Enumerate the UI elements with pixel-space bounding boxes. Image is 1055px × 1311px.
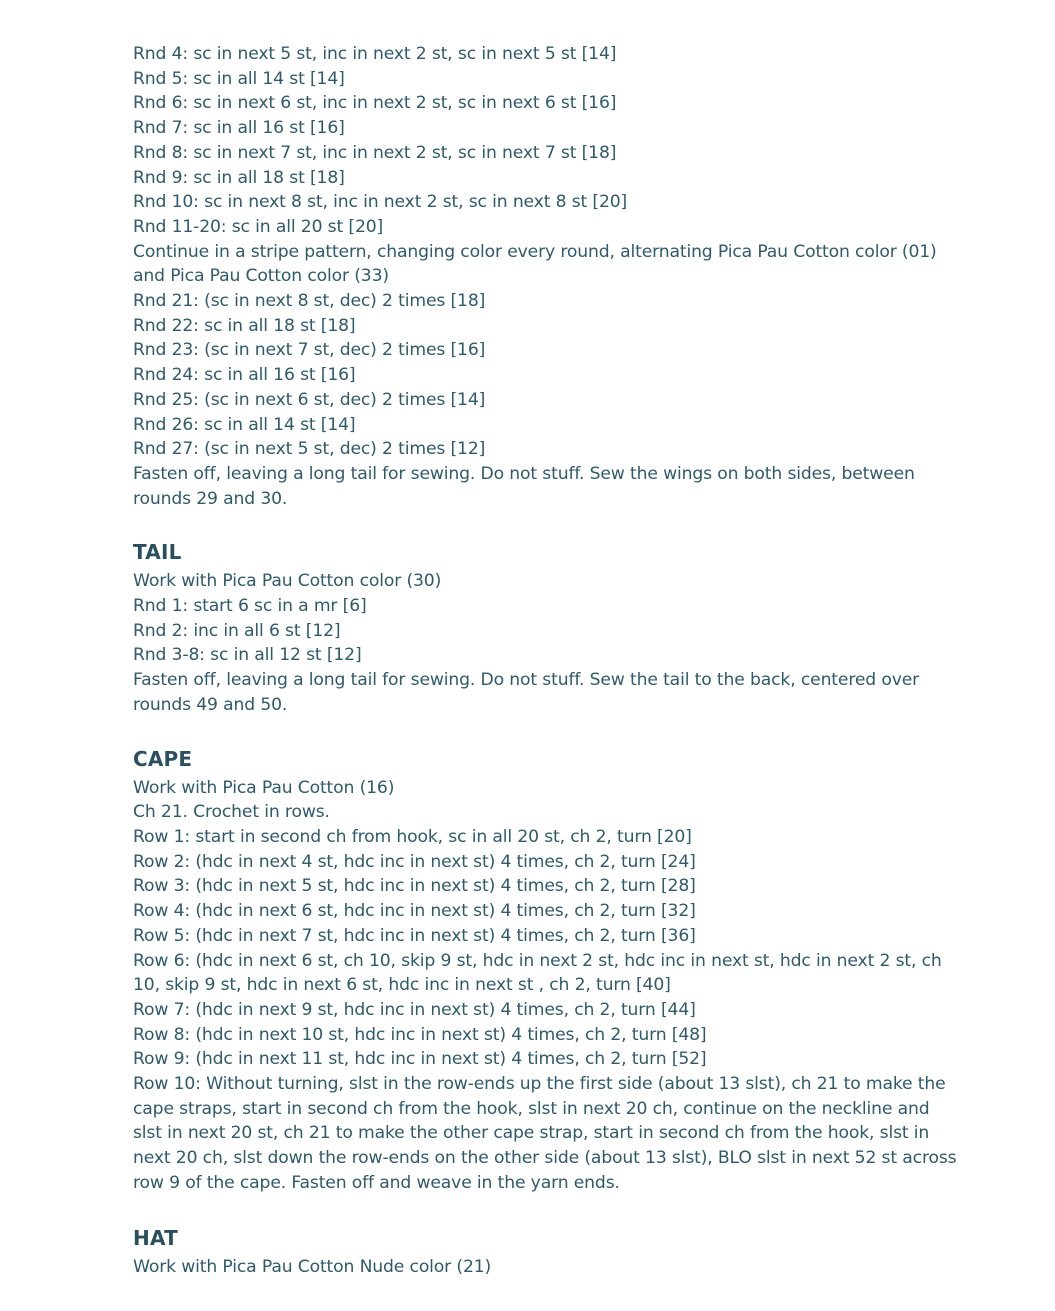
hat-heading: HAT: [133, 1225, 178, 1250]
instruction-line: Rnd 22: sc in all 18 st [18]: [133, 315, 356, 336]
tail-section: [133, 539, 963, 717]
cape-section: [133, 746, 963, 1196]
instruction-line: Fasten off, leaving a long tail for sewing. Do not stuff. Sew the wings on both sides, between rounds 29 and 30.: [133, 463, 915, 509]
instruction-line: Rnd 2: inc in all 6 st [12]: [133, 620, 341, 641]
instruction-line: Rnd 6: sc in next 6 st, inc in next 2 st, sc in next 6 st [16]: [133, 93, 617, 114]
instruction-line: Rnd 24: sc in all 16 st [16]: [133, 365, 356, 386]
instruction-line: Rnd 11-20: sc in all 20 st [20]: [133, 216, 384, 237]
instruction-line: Work with Pica Pau Cotton color (30): [133, 571, 442, 592]
instruction-line: Rnd 23: (sc in next 7 st, dec) 2 times [16]: [133, 340, 486, 361]
instruction-line: Row 10: Without turning, slst in the row-ends up the first side (about 13 slst), ch 21 to make the cape straps, start in second ch from the hook, slst in next 20 ch, continue on the neckline and slst in next 20 st, ch 21 to make the other cape strap, start in second ch from the hook, slst in next 20 ch, slst down the row-ends on the other side (about 13 slst), BLO slst in next 52 st across row 9 of the cape. Fasten off and weave in the yarn ends.: [133, 1074, 957, 1193]
instruction-line: Rnd 25: (sc in next 6 st, dec) 2 times [14]: [133, 389, 486, 410]
instruction-line: Ch 21. Crochet in rows.: [133, 802, 330, 823]
instruction-line: Rnd 21: (sc in next 8 st, dec) 2 times [18]: [133, 291, 486, 312]
instruction-line: Row 6: (hdc in next 6 st, ch 10, skip 9 st, hdc in next 2 st, hdc inc in next st, hdc in next 2 st, ch 10, skip 9 st, hdc in next 6 st, hdc inc in next st , ch 2, turn [40]: [133, 950, 942, 996]
instruction-line: Row 3: (hdc in next 5 st, hdc inc in next st) 4 times, ch 2, turn [28]: [133, 876, 696, 897]
instruction-line: Fasten off, leaving a long tail for sewing. Do not stuff. Sew the tail to the back, centered over rounds 49 and 50.: [133, 670, 920, 715]
instruction-line: Rnd 1: start 6 sc in a mr [6]: [133, 596, 367, 617]
instruction-line: Rnd 9: sc in all 18 st [18]: [133, 167, 345, 188]
instruction-line: Row 9: (hdc in next 11 st, hdc inc in next st) 4 times, ch 2, turn [52]: [133, 1049, 707, 1070]
instruction-line: Rnd 3-8: sc in all 12 st [12]: [133, 645, 362, 666]
instruction-line: Row 8: (hdc in next 10 st, hdc inc in next st) 4 times, ch 2, turn [48]: [133, 1024, 707, 1045]
hat-section: [133, 1225, 963, 1280]
instruction-line: Rnd 5: sc in all 14 st [14]: [133, 68, 345, 89]
instruction-line: Continue in a stripe pattern, changing color every round, alternating Pica Pau Cotton color (01) and Pica Pau Cotton color (33): [133, 241, 937, 287]
instruction-line: Row 7: (hdc in next 9 st, hdc inc in next st) 4 times, ch 2, turn [44]: [133, 999, 696, 1020]
pattern-page: [133, 42, 963, 1279]
cape-heading: CAPE: [133, 746, 193, 771]
instruction-line: Row 4: (hdc in next 6 st, hdc inc in next st) 4 times, ch 2, turn [32]: [133, 901, 696, 922]
instruction-line: Rnd 27: (sc in next 5 st, dec) 2 times [12]: [133, 439, 486, 460]
instruction-line: Rnd 26: sc in all 14 st [14]: [133, 414, 356, 435]
tail-heading: TAIL: [133, 540, 182, 565]
section-spacer: [133, 511, 963, 539]
instruction-line: Rnd 7: sc in all 16 st [16]: [133, 118, 345, 139]
instruction-line: Row 2: (hdc in next 4 st, hdc inc in next st) 4 times, ch 2, turn [24]: [133, 851, 696, 872]
instruction-line: Row 5: (hdc in next 7 st, hdc inc in next st) 4 times, ch 2, turn [36]: [133, 925, 696, 946]
instruction-line: Rnd 10: sc in next 8 st, inc in next 2 st, sc in next 8 st [20]: [133, 192, 628, 213]
instruction-line: Work with Pica Pau Cotton (16): [133, 777, 395, 798]
instruction-line: Row 1: start in second ch from hook, sc in all 20 st, ch 2, turn [20]: [133, 826, 692, 847]
section-spacer: [133, 718, 963, 746]
instruction-line: Rnd 4: sc in next 5 st, inc in next 2 st, sc in next 5 st [14]: [133, 44, 617, 64]
section-spacer: [133, 1196, 963, 1225]
instruction-line: Work with Pica Pau Cotton Nude color (21): [133, 1256, 492, 1277]
instruction-line: Rnd 8: sc in next 7 st, inc in next 2 st, sc in next 7 st [18]: [133, 142, 617, 163]
body-rounds-section: [133, 42, 963, 511]
